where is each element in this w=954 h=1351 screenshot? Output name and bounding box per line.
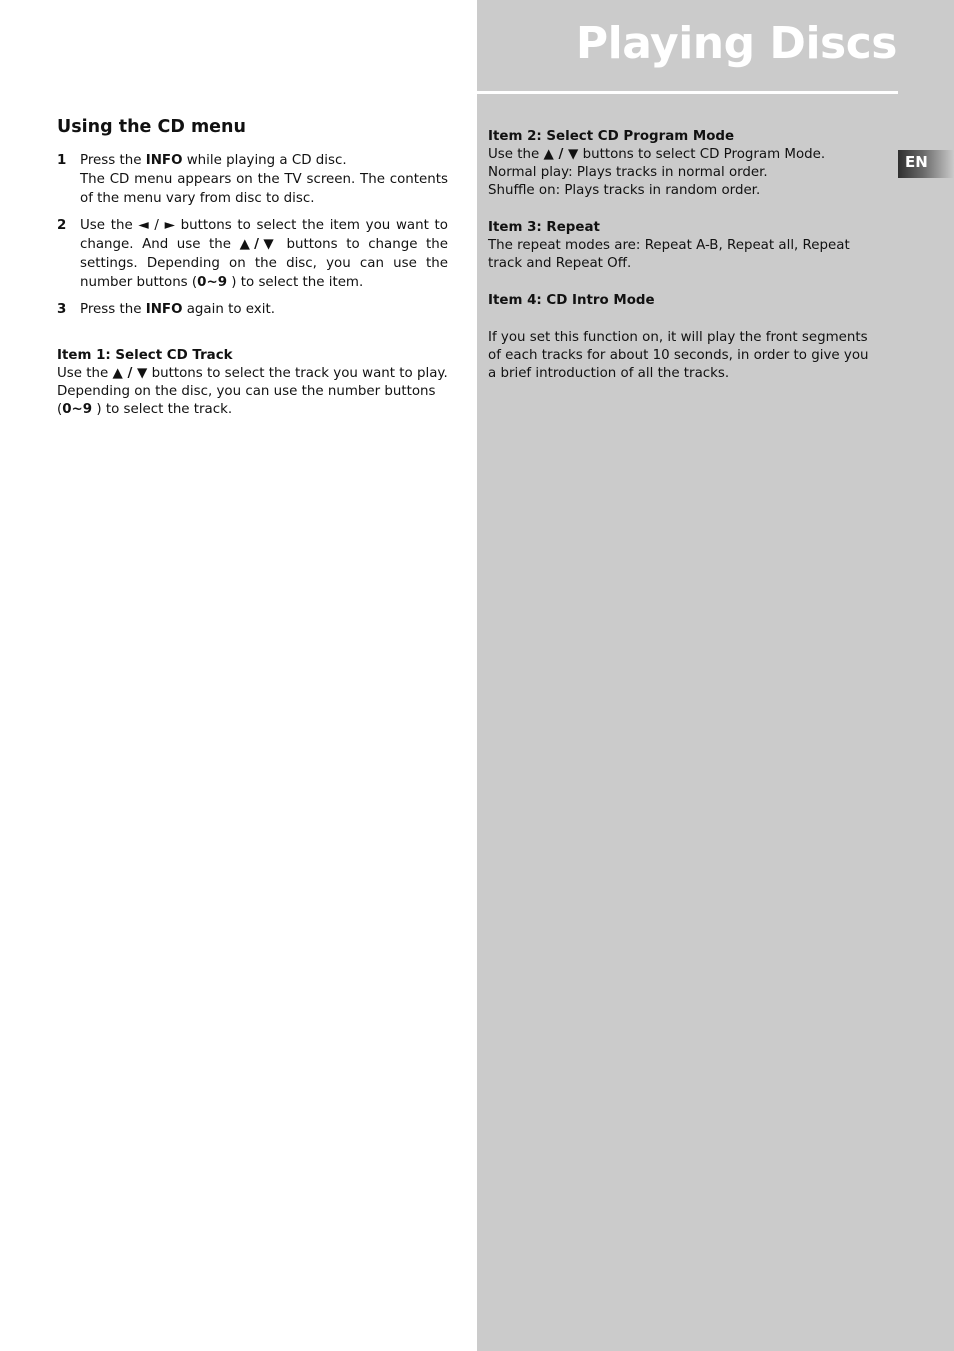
item-1-heading: Item 1: Select CD Track: [57, 348, 233, 363]
item-4-heading: Item 4: CD Intro Mode: [488, 293, 655, 308]
item-3-heading: Item 3: Repeat: [488, 220, 600, 235]
section-heading: Using the CD menu: [57, 117, 246, 137]
page-title: Playing Discs: [575, 18, 897, 69]
step-number: 2: [57, 218, 67, 233]
left-column: [57, 117, 448, 419]
left-right-arrows-icon: ◄ / ►: [138, 218, 175, 233]
item-2-heading: Item 2: Select CD Program Mode: [488, 129, 735, 144]
up-down-arrows-icon: ▲/▼: [239, 237, 278, 252]
step-text: buttons to change the settings. Depending on the disc, you can use the number buttons (: [80, 237, 448, 290]
language-tab-label: EN: [905, 153, 928, 171]
right-column: [488, 128, 878, 383]
info-key-label: INFO: [145, 302, 183, 317]
step-text: Use the: [80, 218, 139, 233]
step-number: 1: [57, 153, 67, 168]
up-down-arrows-icon: ▲ / ▼: [543, 147, 579, 162]
item-2-normal-play: Normal play: Plays tracks in normal order.: [488, 165, 768, 180]
step-2: [57, 216, 448, 292]
step-number: 3: [57, 302, 67, 317]
up-down-arrows-icon: ▲ / ▼: [112, 366, 148, 381]
item-1-line: ) to select the track.: [92, 402, 233, 417]
item-1-text-2: [57, 383, 448, 419]
step-text: ) to select the item.: [227, 275, 364, 290]
item-1-line: Use the: [57, 366, 113, 381]
step-text: while playing a CD disc.: [182, 153, 347, 168]
item-2-line: Use the: [488, 147, 544, 162]
item-2-shuffle: Shuffle on: Plays tracks in random order.: [488, 183, 761, 198]
item-1-line: Depending on the disc, you can use the number buttons (: [57, 384, 436, 417]
step-text: Press the: [80, 302, 146, 317]
number-keys-label: 0~9: [62, 402, 93, 417]
step-3: [57, 300, 448, 319]
item-2-text: [488, 146, 878, 164]
step-text: again to exit.: [182, 302, 275, 317]
item-3-text: The repeat modes are: Repeat A-B, Repeat all, Repeat track and Repeat Off.: [488, 238, 850, 271]
title-underline: [477, 91, 898, 94]
step-text: Press the: [80, 153, 146, 168]
step-detail: The CD menu appears on the TV screen. The contents of the menu vary from disc to disc.: [80, 172, 448, 206]
item-1-line: buttons to select the track you want to play.: [147, 366, 448, 381]
step-text: buttons to select the item you want to change. And use the: [80, 218, 448, 252]
item-4-text: If you set this function on, it will play the front segments of each tracks for about 10 seconds, in order to give you a brief introduction of all the tracks.: [488, 330, 869, 381]
step-1: [57, 151, 448, 208]
language-tab: [898, 150, 954, 178]
item-2-line: buttons to select CD Program Mode.: [578, 147, 826, 162]
info-key-label: INFO: [145, 153, 183, 168]
steps-list: [57, 151, 448, 319]
item-1-text: [57, 365, 448, 383]
number-keys-label: 0~9: [197, 275, 228, 290]
